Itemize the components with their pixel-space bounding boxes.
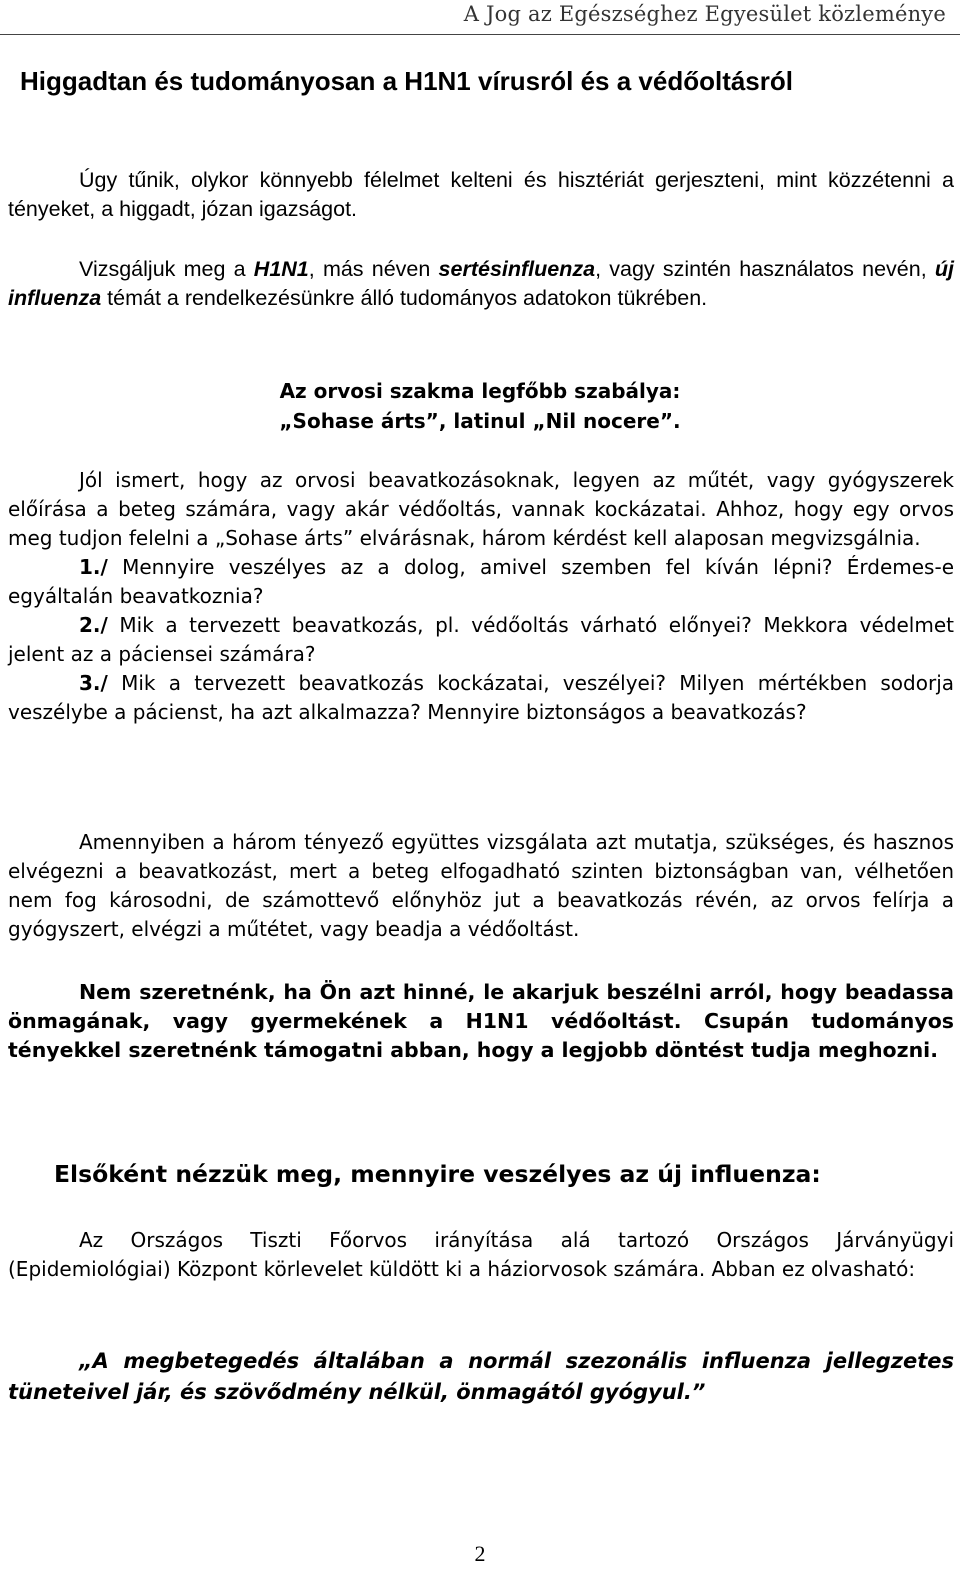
- new-flu-term: új influenza: [8, 257, 954, 310]
- paragraph-circular: Az Országos Tiszti Főorvos irányítása alá tartozó Országos Járványügyi (Epidemiológiai) Központ körlevelet küldött ki a háziorvosok számára. Abban ez olvasható:: [8, 1228, 954, 1281]
- intro-paragraph: Úgy tűnik, olykor könnyebb félelmet kelteni és hisztériát gerjeszteni, mint közzétenni a tényeket, a higgadt, józan igazságot.: [8, 168, 954, 221]
- question-2: Mik a tervezett beavatkozás, pl. védőoltás várható előnyei? Mekkora védelmet jelent az a páciensei számára?: [8, 613, 954, 666]
- quoted-statement: „A megbetegedés általában a normál szezonális influenza jellegzetes tüneteivel jár, és szövődmény nélkül, önmagától gyógyul.”: [8, 1349, 954, 1404]
- paragraph-disclaimer: Nem szeretnénk, ha Ön azt hinné, le akarjuk beszélni arról, hogy beadassa önmagának, vagy gyermekének a H1N1 védőoltást. Csupán tudományos tényekkel szeretnénk támogatni abban, hogy a legjobb döntést tudja meghozni.: [8, 980, 954, 1062]
- topic-text-c: , vagy szintén használatos nevén,: [595, 257, 935, 281]
- swine-flu-term: sertésinfluenza: [438, 257, 596, 281]
- header-divider: [0, 34, 960, 35]
- paragraph-risks: [8, 466, 954, 727]
- motto-line-1: Az orvosi szakma legfőbb szabálya:: [279, 379, 681, 403]
- question-1: Mennyire veszélyes az a dolog, amivel szemben fel kíván lépni? Érdemes-e egyáltalán beavatkoznia?: [8, 555, 954, 608]
- question-3-number: 3./: [79, 671, 108, 695]
- motto-line-2: „Sohase árts”, latinul „Nil nocere”.: [279, 409, 681, 433]
- page-number: 2: [474, 1541, 486, 1566]
- question-2-number: 2./: [79, 613, 108, 637]
- running-header: A Jog az Egészséghez Egyesület közleménye: [463, 2, 946, 26]
- topic-text-a: Vizsgáljuk meg a: [79, 257, 254, 281]
- article-title: Higgadtan és tudományosan a H1N1 vírusról és a védőoltásról: [20, 66, 793, 96]
- risks-text: Jól ismert, hogy az orvosi beavatkozásoknak, legyen az műtét, vagy gyógyszerek előírása a beteg számára, vagy akár védőoltás, vannak kockázatai. Ahhoz, hogy egy orvos meg tudjon felelni a „Sohase árts” elvárásnak, három kérdést kell alaposan megvizsgálnia.: [8, 468, 954, 550]
- paragraph-topic: [8, 255, 954, 313]
- question-3: Mik a tervezett beavatkozás kockázatai, veszélyei? Milyen mértékben sodorja veszélybe a pácienst, ha azt alkalmazza? Mennyire biztonságos a beavatkozás?: [8, 671, 954, 724]
- topic-text-b: , más néven: [308, 257, 439, 281]
- topic-text-d: témát a rendelkezésünkre álló tudományos adatokon tükrében.: [101, 286, 708, 310]
- section-heading: Elsőként nézzük meg, mennyire veszélyes az új influenza:: [54, 1160, 821, 1188]
- paragraph-conclusion: Amennyiben a három tényező együttes vizsgálata azt mutatja, szükséges, és hasznos elvégezni a beavatkozást, mert a beteg elfogadható szinten biztonságban van, vélhetően nem fog károsodni, de számottevő előnyhöz jut a beavatkozás révén, az orvos felírja a gyógyszert, elvégzi a műtétet, vagy beadja a védőoltást.: [8, 830, 954, 941]
- h1n1-term: H1N1: [253, 257, 309, 281]
- question-1-number: 1./: [79, 555, 108, 579]
